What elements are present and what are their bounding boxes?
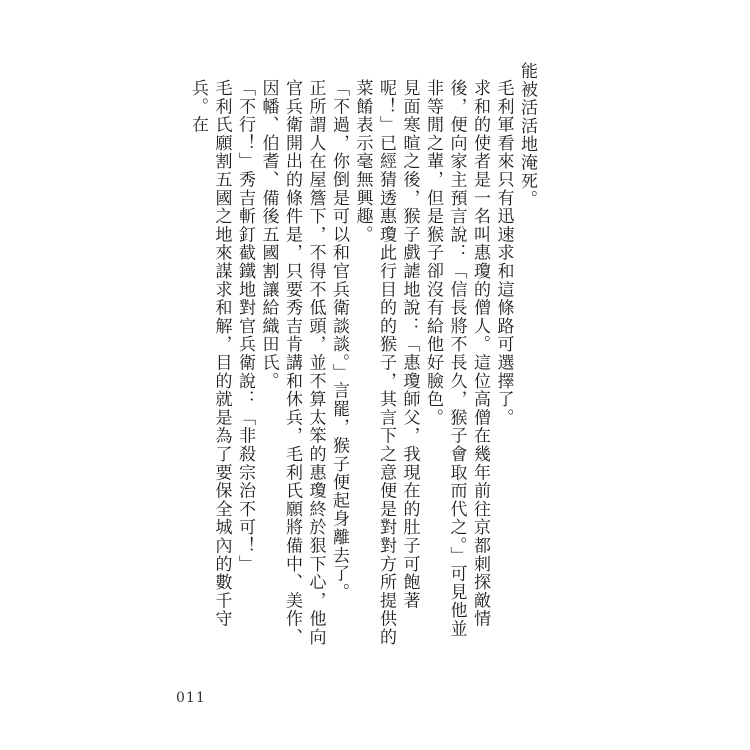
paragraph-1: 能被活活地淹死。 bbox=[517, 62, 537, 209]
paragraph-2: 毛利軍看來只有迅速求和這條路可選擇了。 bbox=[493, 79, 514, 427]
paragraph-5: 「不過，你倒是可以和官兵衛談談。」言罷，猴子便起身離去了。 bbox=[329, 79, 349, 602]
paragraph-4: 見面寒暄之後，猴子戲謔地說：「惠瓊師父，我現在的肚子可飽著呢！」已經猜透惠瓊此行目的的猴子，其言下之意便是對對方所提供的菜餚表示毫無興趣。 bbox=[352, 79, 420, 647]
paragraph-3: 求和的使者是一名叫惠瓊的僧人。這位高僧在幾年前往京都刺探敵情後，便向家主預言說：「信長將不長久，猴子會取而代之。」可見他並非等閒之輩，但是猴子卻沒有給他好臉色。 bbox=[423, 79, 490, 638]
vertical-text-body bbox=[188, 62, 538, 652]
paragraph-7: 「不行！」秀吉斬釘截鐵地對官兵衛說：「非殺宗治不可！」 bbox=[235, 79, 255, 574]
page-number: 011 bbox=[176, 690, 206, 706]
paragraph-8: 毛利氏願割五國之地來謀求和解，目的就是為了要保全城內的數千守兵。在 bbox=[188, 79, 232, 628]
paragraph-6: 正所謂人在屋簷下，不得不低頭，並不算太笨的惠瓊終於狠下心，他向官兵衛開出的條件是，只要秀吉肯講和休兵，毛利氏願將備中、美作、因幡、伯耆、備後五國割讓給織田氏。 bbox=[258, 79, 326, 647]
